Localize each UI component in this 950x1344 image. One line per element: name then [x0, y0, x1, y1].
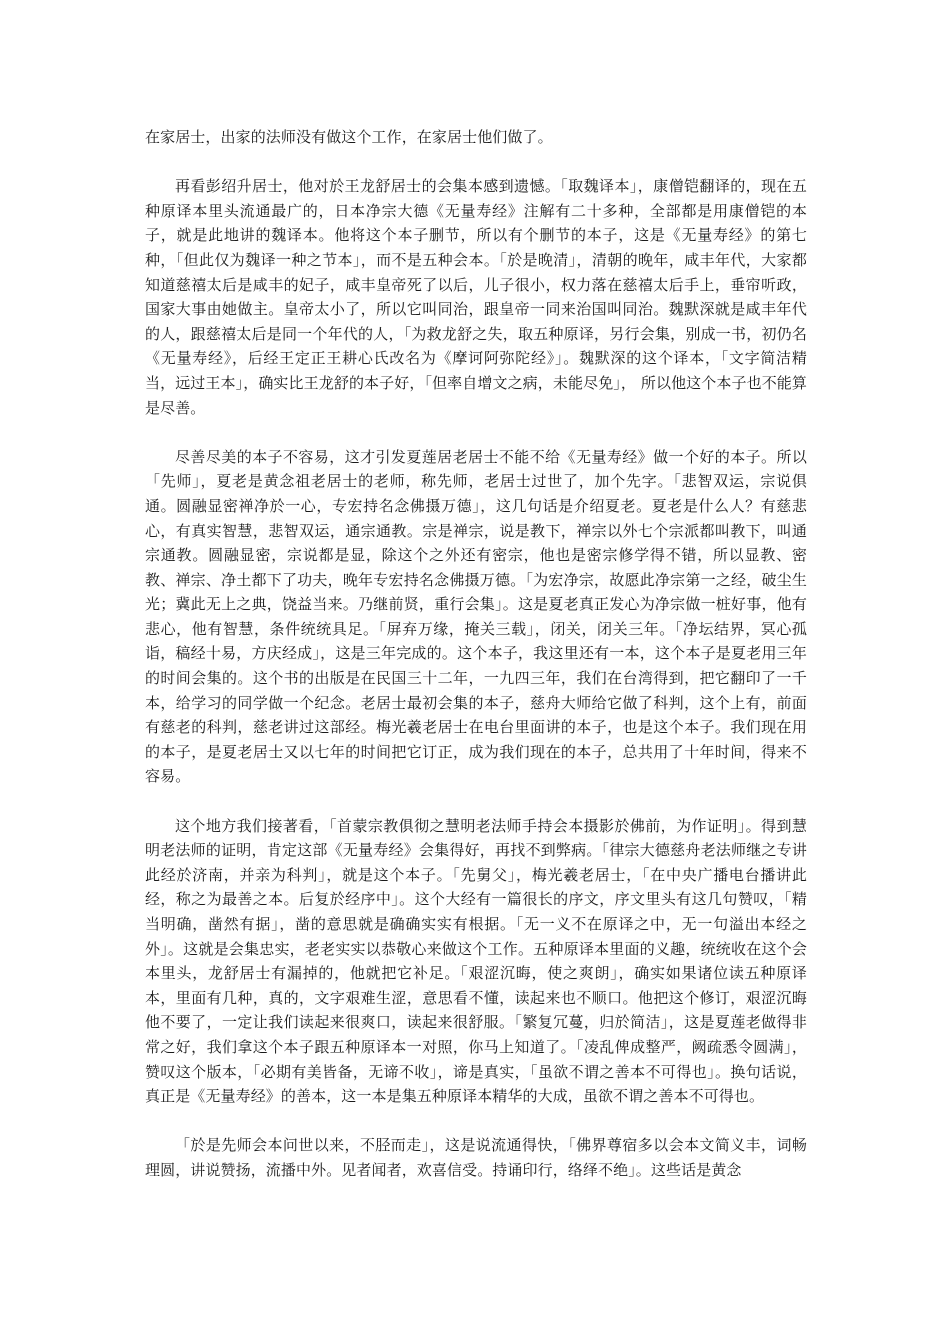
paragraph-4: 这个地方我们接著看，「首蒙宗教俱彻之慧明老法师手持会本摄影於佛前，为作证明」。得到慧明老法师的证明，肯定这部《无量寿经》会集得好，再找不到弊病。「律宗大德慈舟老法师继之专讲此经於济南，并亲为科判」，就是这个本子。「先舅父」，梅光羲老居士，「在中央广播电台播讲此经，称之为最善之本。后复於经序中」。这个大经有一篇很长的序文，序文里头有这几句赞叹，「精当明确，凿然有据」，凿的意思就是确确实实有根据。「无一义不在原译之中，无一句溢出本经之外」。这就是会集忠实，老老实实以恭敬心来做这个工作。五种原译本里面的义趣，统统收在这个会本里头，龙舒居士有漏掉的，他就把它补足。「艰涩沉晦，使之爽朗」，确实如果诸位读五种原译本，里面有几种，真的，文字艰难生涩，意思看不懂，读起来也不顺口。他把这个修订，艰涩沉晦他不要了，一定让我们读起来很爽口，读起来很舒服。「繁复冗蔓，归於简洁」，这是夏莲老做得非常之好，我们拿这个本子跟五种原译本一对照，你马上知道了。「凌乱俾成整严，阙疏悉令圆满」，赞叹这个版本，「必期有美皆备，无谛不收」，谛是真实，「虽欲不谓之善本不可得也」。换句话说，真正是《无量寿经》的善本，这一本是集五种原译本精华的大成，虽欲不谓之善本不可得也。 — [145, 816, 807, 1106]
paragraph-3: 尽善尽美的本子不容易，这才引发夏莲居老居士不能不给《无量寿经》做一个好的本子。所以「先师」，夏老是黄念祖老居士的老师，称先师，老居士过世了，加个先字。「悲智双运，宗说俱通。圆融显密禅净於一心，专宏持名念佛摄万德」，这几句话是介绍夏老。夏老是什么人？有慈悲心，有真实智慧，悲智双运，通宗通教。宗是禅宗，说是教下，禅宗以外七个宗派都叫教下，叫通宗通教。圆融显密，宗说都是显，除这个之外还有密宗，他也是密宗修学得不错，所以显教、密教、禅宗、净土都下了功夫，晚年专宏持名念佛摄万德。「为宏净宗，故愿此净宗第一之经，破尘生光；冀此无上之典，饶益当来。乃继前贤，重行会集」。这是夏老真正发心为净宗做一桩好事，他有悲心，他有智慧，条件统统具足。「屏弃万缘，掩关三载」，闭关，闭关三年。「净坛结界，冥心孤诣，稿经十易，方庆经成」，这是三年完成的。这个本子，我这里还有一本，这个本子是夏老用三年的时间会集的。这个书的出版是在民国三十二年，一九四三年，我们在台湾得到，把它翻印了一千本，给学习的同学做一个纪念。老居士最初会集的本子，慈舟大师给它做了科判，这个上有，前面有慈老的科判，慈老讲过这部经。梅光羲老居士在电台里面讲的本子，也是这个本子。我们现在用的本子，是夏老居士又以七年的时间把它订正，成为我们现在的本子，总共用了十年时间，得来不容易。 — [145, 447, 807, 786]
paragraph-1: 在家居士，出家的法师没有做这个工作，在家居士他们做了。 — [145, 128, 553, 146]
paragraph-2: 再看彭绍升居士，他对於王龙舒居士的会集本感到遗憾。「取魏译本」，康僧铠翻译的，现在五种原译本里头流通最广的，日本净宗大德《无量寿经》注解有二十多种，全部都是用康僧铠的本子，就是此地讲的魏译本。他将这个本子删节，所以有个删节的本子，这是《无量寿经》的第七种，「但此仅为魏译一种之节本」，而不是五种会本。「於是晚清」，清朝的晚年，咸丰年代，大家都知道慈禧太后是咸丰的妃子，咸丰皇帝死了以后，儿子很小，权力落在慈禧太后手上，垂帘听政，国家大事由她做主。皇帝太小了，所以它叫同治，跟皇帝一同来治国叫同治。魏默深就是咸丰年代的人，跟慈禧太后是同一个年代的人，「为救龙舒之失，取五种原译，另行会集，别成一书，初仍名《无量寿经》，后经王定正王耕心氏改名为《摩诃阿弥陀经》」。魏默深的这个译本，「文字简洁精当，远过王本」，确实比王龙舒的本子好，「但率自增文之病，未能尽免」， 所以他这个本子也不能算是尽善。 — [145, 177, 807, 417]
document-page — [145, 125, 807, 1207]
paragraph-5: 「於是先师会本问世以来，不胫而走」，这是说流通得快，「佛界尊宿多以会本文简义丰，词畅理圆，讲说赞扬，流播中外。见者闻者，欢喜信受。持诵印行，络绎不绝」。这些话是黄念 — [145, 1136, 807, 1179]
